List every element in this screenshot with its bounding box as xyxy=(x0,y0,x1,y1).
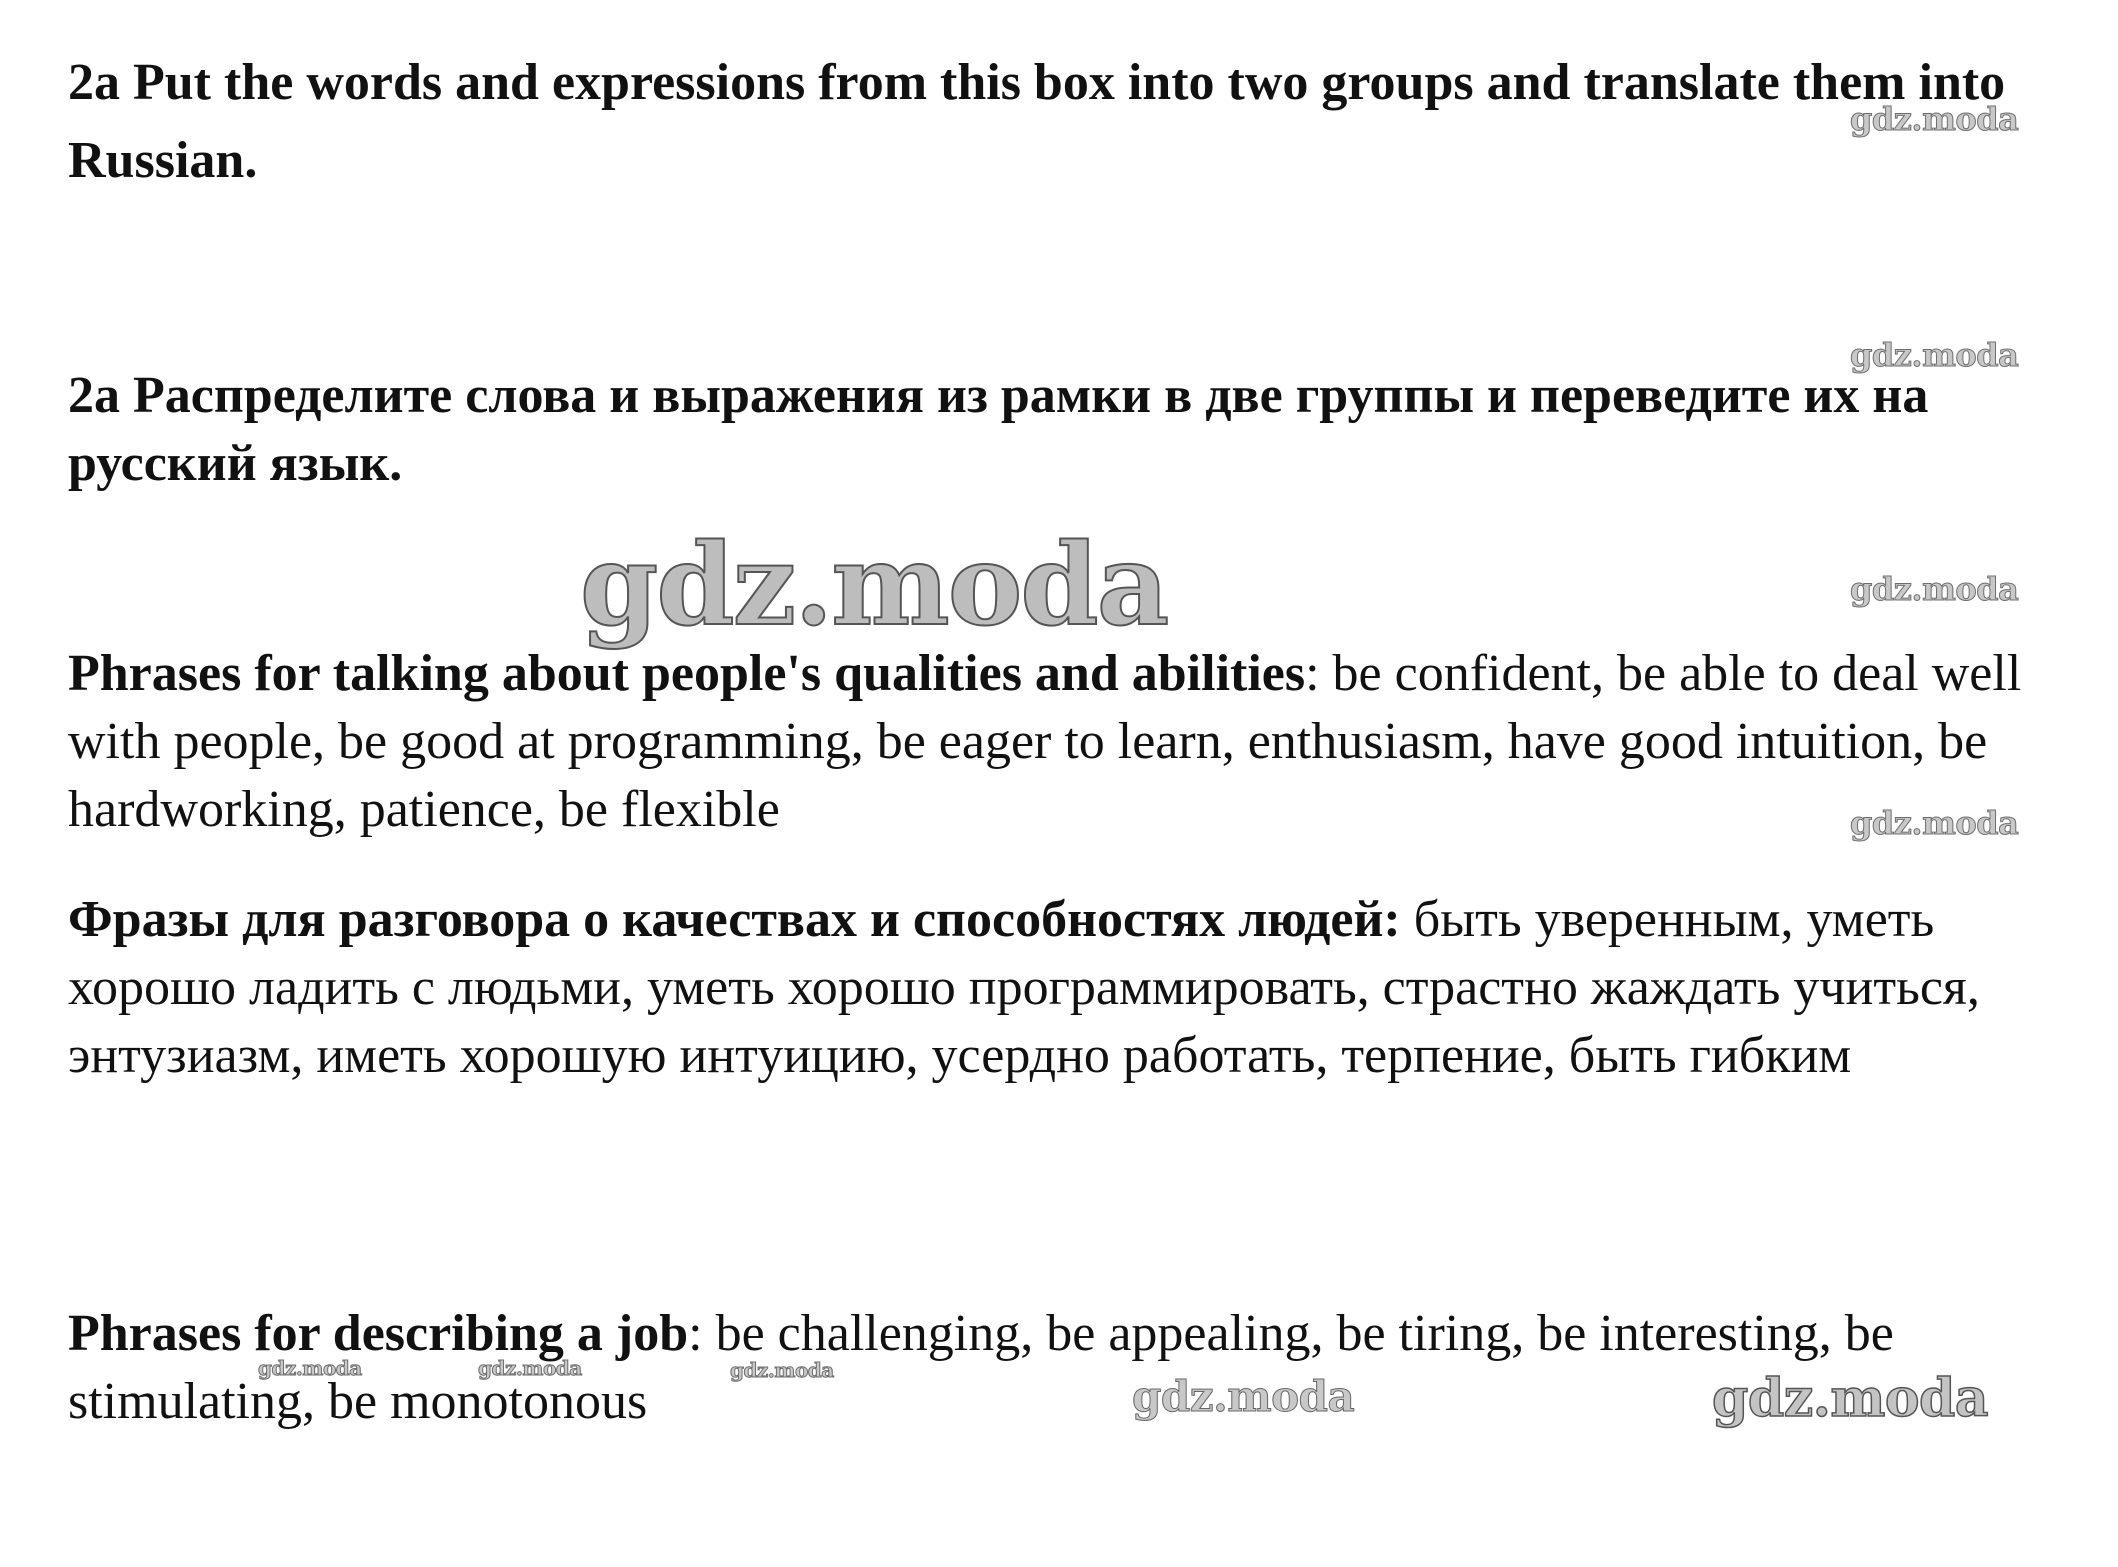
job-paragraph-english xyxy=(68,1300,2058,1436)
watermark-logo: gdz.moda xyxy=(1132,1372,1355,1421)
watermark-logo: gdz.moda xyxy=(1850,804,2019,842)
qualities-paragraph-english xyxy=(68,640,2058,844)
task-instruction-english: 2a Put the words and expressions from this box into two groups and translate them into Russian. xyxy=(68,54,2006,189)
watermark-logo: gdz.moda xyxy=(1850,570,2019,608)
watermark-logo: gdz.moda xyxy=(1850,100,2019,138)
qualities-heading-russian: Фразы для разговора о качествах и способностях людей: xyxy=(68,891,1401,948)
watermark-logo: gdz.moda xyxy=(730,1358,834,1382)
watermark-logo: gdz.moda xyxy=(478,1356,582,1380)
task-instruction-russian: 2a Распределите слова и выражения из рамки в две группы и переведите их на русский язык. xyxy=(68,367,1929,492)
watermark-logo: gdz.moda xyxy=(1712,1368,1989,1429)
job-heading-english: Phrases for describing a job xyxy=(68,1305,689,1362)
qualities-heading-english: Phrases for talking about people's qualities and abilities xyxy=(68,645,1306,702)
watermark-logo-large: gdz.moda xyxy=(580,520,1168,651)
job-list-english: : be challenging, be appealing, be tiring, be interesting, be stimulating, be monotonous xyxy=(68,1305,1894,1430)
watermark-logo: gdz.moda xyxy=(1850,336,2019,374)
qualities-paragraph-russian xyxy=(68,886,2058,1090)
qualities-list-english: : be confident, be able to deal well with people, be good at programming, be eager to learn, enthusiasm, have good intuition, be hardworking, patience, be flexible xyxy=(68,645,2022,838)
watermark-logo: gdz.moda xyxy=(258,1356,362,1380)
qualities-list-russian: быть уверенным, уметь хорошо ладить с людьми, уметь хорошо программировать, страстно жаждать учиться, энтузиазм, иметь хорошую интуицию, усердно работать, терпение, быть гибким xyxy=(68,891,1980,1084)
